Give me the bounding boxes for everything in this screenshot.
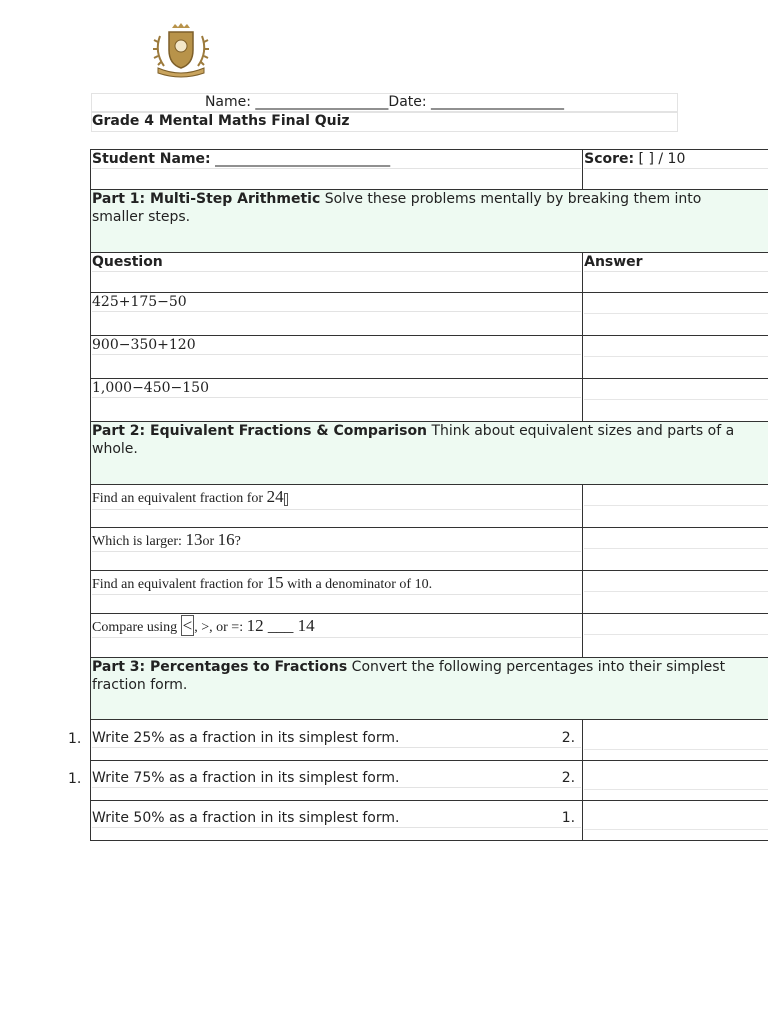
list-number: 1. <box>68 771 82 787</box>
name-field-label[interactable]: Name: ___________________ <box>204 94 389 110</box>
table-row <box>91 379 768 422</box>
name-date-line <box>91 93 678 112</box>
quiz-title: Grade 4 Mental Maths Final Quiz <box>91 112 678 132</box>
student-name-cell[interactable] <box>91 150 583 190</box>
question-5: Which is larger: 13or 16? <box>91 528 583 571</box>
table-row <box>91 720 768 761</box>
part3-header-row <box>91 658 768 720</box>
part2-instruction: Think about equivalent sizes and parts of a whole. <box>92 423 735 457</box>
table-row <box>91 485 768 528</box>
question-1: 425+175−50 <box>91 293 583 336</box>
answer-cell-6[interactable] <box>583 571 768 614</box>
question-10: 1. Write 50% as a fraction in its simplest form. <box>91 801 583 841</box>
part2-header-row <box>91 422 768 485</box>
answer-cell-7[interactable] <box>583 614 768 658</box>
question-7: Compare using < , >, or =: 12 ___ 14 <box>91 614 583 658</box>
list-number: 1. <box>68 731 82 747</box>
quiz-table <box>90 149 768 841</box>
question-3: 1,000−450−150 <box>91 379 583 422</box>
table-row <box>91 614 768 658</box>
part3-title: Part 3: Percentages to Fractions <box>92 659 348 675</box>
question-8: 2. Write 25% as a fraction in its simplest form. <box>91 720 583 761</box>
table-row <box>91 571 768 614</box>
student-name-label: Student Name: <box>92 151 211 167</box>
question-2: 900−350+120 <box>91 336 583 379</box>
question-6: Find an equivalent fraction for 15 with a denominator of 10. <box>91 571 583 614</box>
score-label: Score: <box>584 151 635 167</box>
crest-logo-icon <box>150 22 212 78</box>
score-value: [ ] / 10 <box>634 151 686 167</box>
score-cell[interactable] <box>583 150 768 190</box>
date-field-label[interactable]: Date: ___________________ <box>388 94 565 110</box>
table-row <box>91 528 768 571</box>
table-row <box>91 293 768 336</box>
part1-instruction: Solve these problems mentally by breaking them into smaller steps. <box>92 191 702 225</box>
part1-header-row <box>91 190 768 253</box>
question-4: Find an equivalent fraction for 24 <box>91 485 583 528</box>
student-name-blank: _________________________ <box>210 151 391 167</box>
table-row <box>91 801 768 841</box>
answer-cell-4[interactable] <box>583 485 768 528</box>
answer-cell-2[interactable] <box>583 336 768 379</box>
answer-cell-5[interactable] <box>583 528 768 571</box>
part2-title: Part 2: Equivalent Fractions & Comparison <box>92 423 428 439</box>
part3-instruction: Convert the following percentages into their simplest fraction form. <box>92 659 726 693</box>
table-row <box>91 761 768 801</box>
info-row <box>91 150 768 190</box>
answer-column-header: Answer <box>583 253 768 293</box>
answer-cell-3[interactable] <box>583 379 768 422</box>
part1-column-header-row <box>91 253 768 293</box>
answer-cell-1[interactable] <box>583 293 768 336</box>
question-column-header: Question <box>91 253 583 293</box>
question-9: 2. Write 75% as a fraction in its simplest form. <box>91 761 583 801</box>
part1-title: Part 1: Multi-Step Arithmetic <box>92 191 321 207</box>
answer-cell-10[interactable] <box>583 801 768 841</box>
answer-cell-9[interactable] <box>583 761 768 801</box>
answer-cell-8[interactable] <box>583 720 768 761</box>
table-row <box>91 336 768 379</box>
